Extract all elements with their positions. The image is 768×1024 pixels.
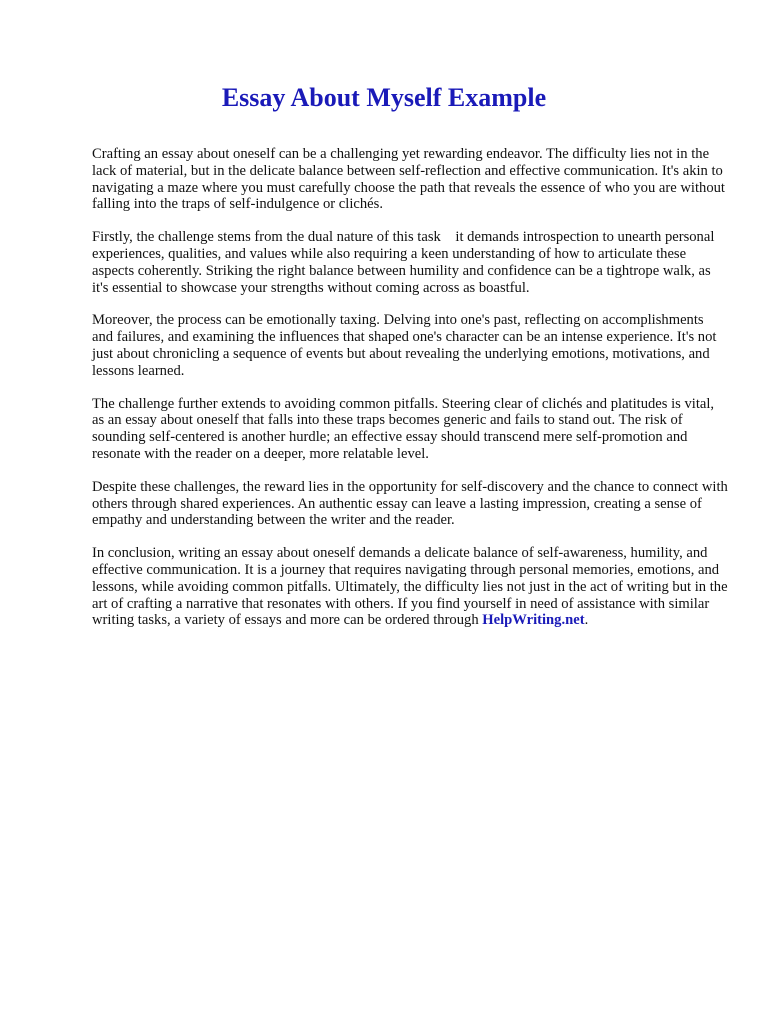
paragraph-conclusion: [92, 545, 728, 629]
paragraph-5: Despite these challenges, the reward lies in the opportunity for self-discovery and the chance to connect with others through shared experiences. An authentic essay can leave a lasting impression, creating a sense of empathy and understanding between the writer and the reader.: [92, 478, 728, 529]
paragraph-2: Firstly, the challenge stems from the dual nature of this task it demands introspection to unearth personal experiences, qualities, and values while also requiring a keen understanding of how to articulate these aspects coherently. Striking the right balance between humility and confidence can be a tightrope walk, as it's essential to showcase your strengths without coming across as boastful.: [92, 229, 719, 296]
paragraph-1: Crafting an essay about oneself can be a challenging yet rewarding endeavor. The difficulty lies not in the lack of material, but in the delicate balance between self-reflection and effective communication. It's akin to navigating a maze where you must carefully choose the path that reveals the essence of who you are without falling into the traps of self-indulgence or clichés.: [92, 146, 725, 213]
page-title: Essay About Myself Example: [221, 83, 547, 112]
conclusion-text: In conclusion, writing an essay about oneself demands a delicate balance of self-awareness, humility, and effective communication. It is a journey that requires navigating through personal memories, emotions, and lessons, while avoiding common pitfalls. Ultimately, the difficulty lies not just in the act of writing but in the art of crafting a narrative that resonates with others. If you find yourself in need of assistance with similar writing tasks, a variety of essays and more can be ordered through: [92, 545, 728, 629]
essay-body: [92, 146, 728, 645]
paragraph-4: The challenge further extends to avoiding common pitfalls. Steering clear of clichés and platitudes is vital, as an essay about oneself that falls into these traps becomes generic and fails to stand out. The risk of sounding self-centered is another hurdle; an effective essay should transcend mere self-promotion and resonate with the reader on a deeper, more relatable level.: [92, 395, 715, 462]
helpwriting-link[interactable]: HelpWriting.net: [482, 612, 585, 629]
conclusion-period: .: [584, 612, 589, 629]
paragraph-3: Moreover, the process can be emotionally taxing. Delving into one's past, reflecting on accomplishments and failures, and examining the influences that shaped one's character can be an intense experience. It's not just about chronicling a sequence of events but about revealing the underlying emotions, motivations, and lessons learned.: [92, 312, 717, 379]
